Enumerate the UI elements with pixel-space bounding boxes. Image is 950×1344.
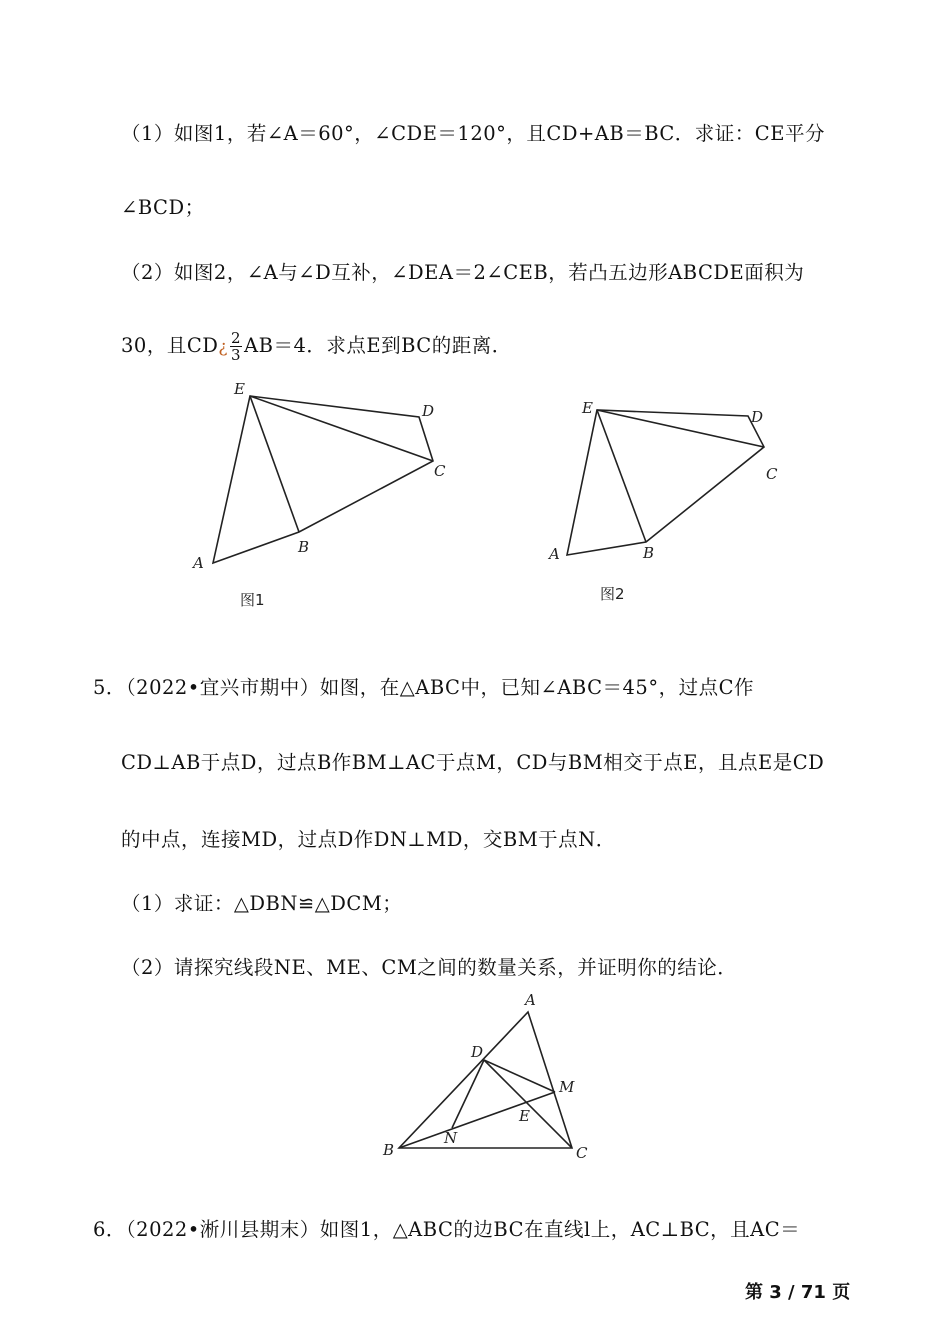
- fig2-label-A: A: [549, 545, 560, 563]
- fig1-label-B: B: [298, 538, 310, 556]
- fig1-label-A: A: [193, 554, 204, 572]
- p4-part1-line2: ∠BCD；: [121, 196, 205, 219]
- figure-2-caption: 图2: [600, 585, 625, 603]
- figure-1-caption: 图1: [240, 591, 265, 609]
- fig3-label-C: C: [576, 1144, 588, 1162]
- figure-2: [540, 395, 790, 570]
- fig3-segment-DN: [452, 1060, 484, 1128]
- fig1-segment-EC: [250, 396, 433, 461]
- p4-part2-line2: [121, 330, 512, 363]
- fraction-denominator: 3: [231, 346, 242, 364]
- figure-1: [180, 375, 470, 575]
- fig3-label-D: D: [471, 1043, 484, 1061]
- p5-line2: CD⊥AB于点D，过点B作BM⊥AC于点M，CD与BM相交于点E，且点E是CD: [121, 751, 825, 774]
- page-number: 第 3 / 71 页: [745, 1282, 851, 1303]
- p4-part1-line1: （1）如图1，若∠A＝60°，∠CDE＝120°，且CD+AB＝BC．求证：CE平分: [121, 122, 825, 145]
- fig3-segment-CD: [484, 1060, 572, 1148]
- figure-3: [375, 990, 605, 1170]
- fig3-segment-BM: [399, 1092, 555, 1148]
- p4-part2-line1: （2）如图2，∠A与∠D互补，∠DEA＝2∠CEB，若凸五边形ABCDE面积为: [121, 261, 805, 284]
- fraction: [230, 330, 242, 363]
- fig2-label-E: E: [582, 399, 593, 417]
- p5-part1: （1）求证：△DBN≌△DCM；: [121, 892, 403, 915]
- fig3-label-E: E: [519, 1107, 530, 1125]
- fig2-label-C: C: [766, 465, 778, 483]
- fig1-label-D: D: [422, 402, 435, 420]
- fig1-label-E: E: [234, 380, 245, 398]
- fig1-label-C: C: [434, 462, 446, 480]
- fig2-label-B: B: [643, 544, 655, 562]
- p6-line1: 6．（2022•淅川县期末）如图1，△ABC的边BC在直线l上，AC⊥BC，且AC＝: [93, 1218, 801, 1241]
- fraction-numerator: 2: [231, 329, 242, 347]
- fig1-pentagon: [213, 396, 433, 563]
- p4-part2-line2-a: 30，且CD: [121, 334, 219, 357]
- fig3-triangle-ABC: [399, 1012, 572, 1148]
- fig3-label-M: M: [559, 1078, 575, 1096]
- fig1-segment-EB: [250, 396, 299, 532]
- p5-line3: 的中点，连接MD，过点D作DN⊥MD，交BM于点N．: [121, 828, 616, 851]
- p4-part2-line2-b: AB＝4．求点E到BC的距离．: [244, 334, 512, 357]
- fig2-segment-EB: [597, 410, 646, 542]
- fig2-pentagon: [567, 410, 764, 555]
- p5-part2: （2）请探究线段NE、ME、CM之间的数量关系，并证明你的结论．: [121, 956, 738, 979]
- fig3-label-N: N: [444, 1129, 458, 1147]
- garbled-char: ¿: [218, 337, 228, 357]
- fig3-label-B: B: [383, 1141, 395, 1159]
- fig3-label-A: A: [525, 991, 536, 1009]
- fig2-label-D: D: [751, 408, 764, 426]
- p5-line1: 5．（2022•宜兴市期中）如图，在△ABC中，已知∠ABC＝45°，过点C作: [93, 676, 754, 699]
